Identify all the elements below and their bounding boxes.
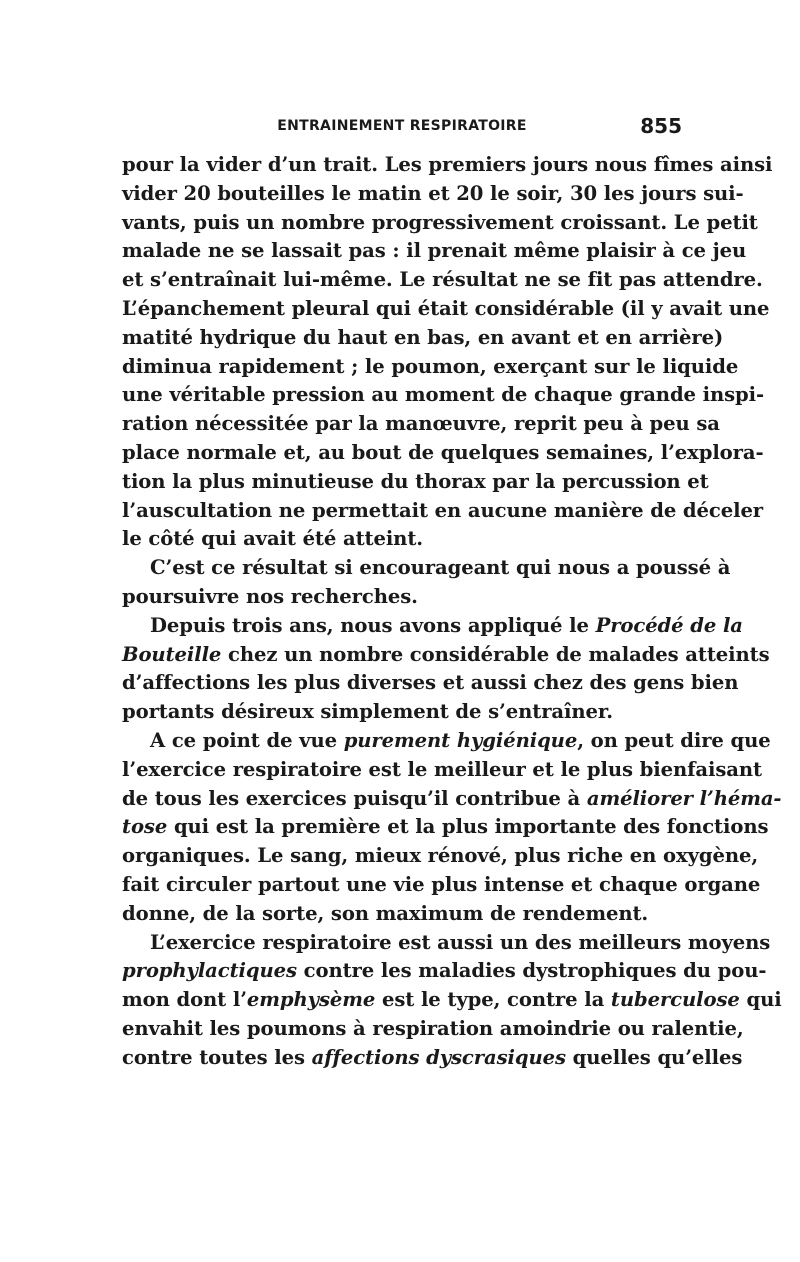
text-line xyxy=(122,554,731,583)
italic-text: Procédé de la xyxy=(595,613,743,637)
text-line xyxy=(122,698,678,727)
text-line xyxy=(122,986,782,1015)
text-line xyxy=(122,813,769,842)
text-line xyxy=(122,266,763,295)
text-segment: matité hydrique du haut en bas, en avant et en arrière) xyxy=(122,325,724,349)
text-segment: tion la plus minutieuse du thorax par la percussion et xyxy=(122,469,709,493)
text-segment: l’exercice respiratoire est le meilleur et le plus bienfaisant xyxy=(122,757,762,781)
text-segment: organiques. Le sang, mieux rénové, plus riche en oxygène, xyxy=(122,844,759,868)
text-segment: Depuis trois ans, nous avons appliqué le xyxy=(150,613,596,637)
text-segment: et s’entraînait lui-même. Le résultat ne se fit pas attendre. xyxy=(122,268,763,292)
text-line xyxy=(122,439,764,468)
text-segment: chez un nombre considérable de malades atteints xyxy=(221,642,770,666)
text-line xyxy=(122,669,739,698)
text-segment: C’est ce résultat si encourageant qui nous a poussé à xyxy=(150,556,731,580)
text-segment: qui est la première et la plus importante des fonctions xyxy=(167,815,769,839)
page-number: 855 xyxy=(640,114,682,138)
text-segment: malade ne se lassait pas : il prenait même plaisir à ce jeu xyxy=(122,239,747,263)
body-text xyxy=(122,151,782,1073)
text-line xyxy=(122,295,770,324)
text-line xyxy=(122,497,764,526)
text-segment: , on peut dire que xyxy=(577,728,771,752)
text-segment: vider 20 bouteilles le matin et 20 le soir, 30 les jours sui- xyxy=(122,181,744,205)
italic-text: tose xyxy=(122,815,168,839)
text-line xyxy=(122,324,724,353)
text-segment: pour la vider d’un trait. Les premiers jours nous fîmes ainsi xyxy=(122,153,773,176)
text-line xyxy=(122,525,678,554)
text-segment: l’auscultation ne permettait en aucune manière de déceler xyxy=(122,498,764,522)
paragraph xyxy=(122,151,773,554)
text-line xyxy=(122,209,758,238)
text-segment: une véritable pression au moment de chaque grande inspi- xyxy=(122,383,765,407)
paragraph xyxy=(122,554,731,612)
text-segment: est le type, contre la xyxy=(375,988,611,1012)
text-line xyxy=(122,900,678,929)
italic-text: améliorer l’héma- xyxy=(586,786,782,810)
paragraph xyxy=(122,929,782,1073)
text-line xyxy=(122,381,765,410)
text-line xyxy=(122,180,744,209)
text-segment: ration nécessitée par la manœuvre, reprit peu à peu sa xyxy=(122,412,720,436)
text-segment: donne, de la sorte, son maximum de rendement. xyxy=(122,901,649,925)
text-segment: qui xyxy=(739,988,782,1012)
text-segment: de tous les exercices puisqu’il contribue à xyxy=(122,786,587,810)
text-segment: le côté qui avait été atteint. xyxy=(122,527,423,551)
text-line xyxy=(122,727,771,756)
text-line xyxy=(122,756,762,785)
text-segment: portants désireux simplement de s’entraîner. xyxy=(122,700,614,724)
text-line xyxy=(122,410,720,439)
text-segment: poursuivre nos recherches. xyxy=(122,584,418,608)
text-segment: vants, puis un nombre progressivement croissant. Le petit xyxy=(122,210,758,234)
text-segment: fait circuler partout une vie plus intense et chaque organe xyxy=(122,872,761,896)
italic-text: affections dyscrasiques xyxy=(311,1045,566,1069)
paragraph xyxy=(122,727,782,929)
italic-text: Bouteille xyxy=(122,642,222,666)
text-segment: L’exercice respiratoire est aussi un des meilleurs moyens xyxy=(150,930,771,954)
text-segment: envahit les poumons à respiration amoindrie ou ralentie, xyxy=(122,1016,744,1040)
text-line xyxy=(122,957,767,986)
italic-text: tuberculose xyxy=(610,988,740,1012)
text-line xyxy=(122,641,770,670)
text-segment: quelles qu’elles xyxy=(565,1045,743,1069)
running-title: ENTRAINEMENT RESPIRATOIRE xyxy=(277,118,527,134)
running-head xyxy=(122,114,682,144)
text-line xyxy=(122,785,782,814)
text-line xyxy=(122,151,773,180)
paragraph xyxy=(122,612,770,727)
text-segment: L’épanchement pleural qui était considérable (il y avait une xyxy=(122,296,770,320)
italic-text: purement hygiénique xyxy=(343,728,578,752)
text-line xyxy=(122,1044,743,1073)
text-segment: contre toutes les xyxy=(122,1045,312,1069)
text-line xyxy=(122,237,747,266)
italic-text: prophylactiques xyxy=(122,959,297,983)
text-line xyxy=(122,468,709,497)
text-line xyxy=(122,842,759,871)
italic-text: emphysème xyxy=(246,988,376,1012)
text-segment: d’affections les plus diverses et aussi chez des gens bien xyxy=(122,671,739,695)
text-segment: A ce point de vue xyxy=(150,728,344,752)
text-line xyxy=(122,583,678,612)
text-segment: contre les maladies dystrophiques du pou- xyxy=(296,959,767,983)
text-segment: diminua rapidement ; le poumon, exerçant sur le liquide xyxy=(122,354,739,378)
text-line xyxy=(122,353,739,382)
text-line xyxy=(122,871,761,900)
text-line xyxy=(122,612,743,641)
text-segment: mon dont l’ xyxy=(122,988,247,1012)
text-segment: place normale et, au bout de quelques semaines, l’explora- xyxy=(122,440,764,464)
text-line xyxy=(122,1015,744,1044)
text-line xyxy=(122,929,771,958)
